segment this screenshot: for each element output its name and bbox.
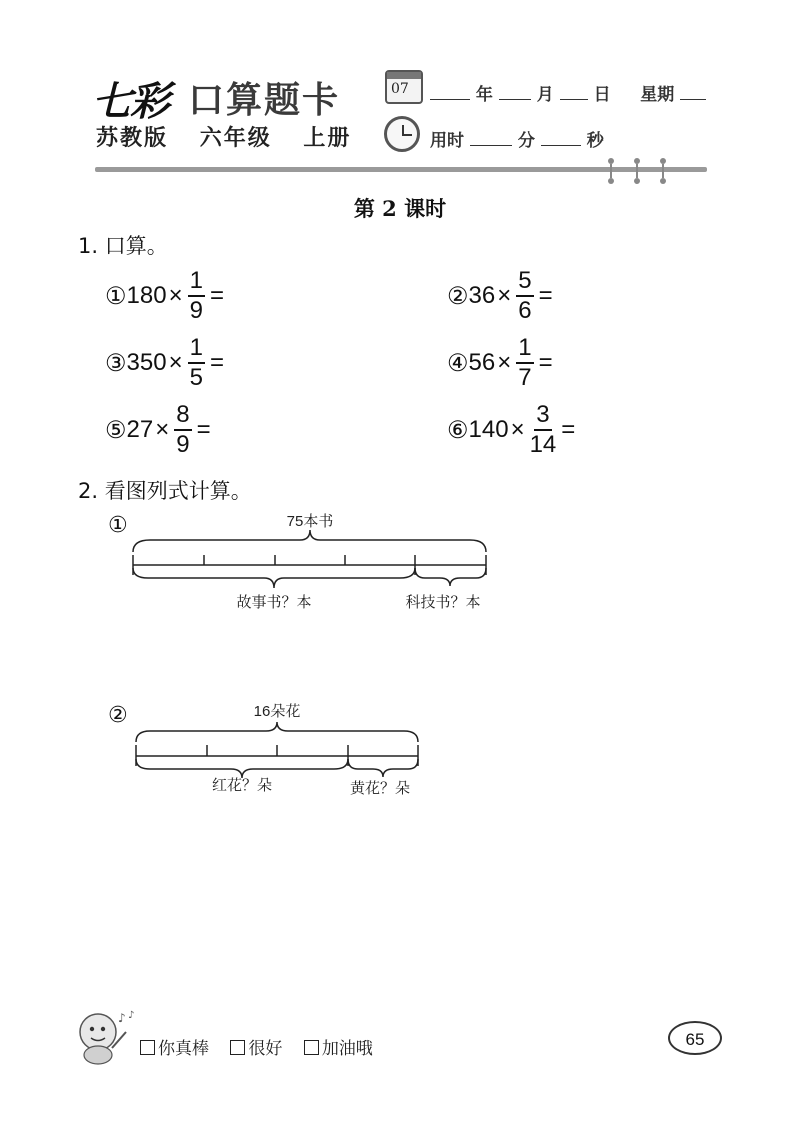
section1-heading: 1. 口算。: [78, 234, 168, 258]
fraction-denominator: 14: [529, 431, 557, 458]
edition: 苏教版: [96, 126, 169, 151]
equals-sign: =: [538, 349, 553, 376]
fraction-denominator: 7: [518, 364, 532, 391]
problem-whole: 36: [468, 282, 496, 309]
time-seconds-label: 秒: [586, 131, 604, 151]
equals-sign: =: [196, 416, 211, 443]
diagram1-part1-brace: [133, 568, 415, 588]
date-weekday-label: 星期: [640, 85, 675, 105]
calendar-number: 07: [391, 81, 409, 97]
equals-sign: =: [538, 282, 553, 309]
date-year-label: 年: [475, 85, 493, 105]
fraction-denominator: 5: [189, 364, 203, 391]
diagram2-total-brace: [136, 722, 418, 742]
section2-heading: 2. 看图列式计算。: [78, 479, 252, 503]
page-number: 65: [668, 1021, 722, 1055]
fraction-numerator: 1: [188, 336, 205, 364]
fraction-numerator: 8: [174, 403, 191, 431]
multiply-sign: ×: [510, 416, 525, 443]
multiply-sign: ×: [497, 349, 512, 376]
option-great[interactable]: 你真棒: [140, 1039, 209, 1059]
fraction-denominator: 9: [176, 431, 190, 458]
diagram2-part1-brace: [136, 759, 348, 778]
diagram2-total-label: 16朵花: [253, 703, 301, 720]
problem-index: ⑤: [105, 416, 127, 444]
problem-index: ①: [105, 282, 127, 310]
fraction-numerator: 1: [188, 269, 205, 297]
diagram2-part2-label: 黄花？朵: [349, 780, 411, 797]
fraction-denominator: 6: [518, 297, 532, 324]
brand-title: 口算题卡: [188, 80, 341, 121]
equals-sign: =: [561, 416, 576, 443]
svg-text:♪: ♪: [128, 1010, 135, 1021]
diagram1-total-brace: [133, 530, 486, 552]
option-good[interactable]: 很好: [230, 1039, 282, 1059]
multiply-sign: ×: [168, 282, 183, 309]
problem-index: ④: [447, 349, 469, 377]
checkbox[interactable]: [304, 1040, 319, 1055]
problem-whole: 350: [126, 349, 167, 376]
fraction-denominator: 9: [189, 297, 203, 324]
self-evaluation: [140, 1034, 389, 1059]
diagram1-total-label: 75本书: [286, 513, 334, 530]
volume: 上册: [303, 126, 352, 151]
diagram2-part1-label: 红花？朵: [211, 777, 273, 794]
multiply-sign: ×: [497, 282, 512, 309]
mascot-illustration: [72, 1008, 136, 1068]
time-minutes-label: 分: [517, 131, 535, 151]
fraction-numerator: 1: [516, 336, 533, 364]
fraction-numerator: 3: [534, 403, 551, 431]
multiply-sign: ×: [168, 349, 183, 376]
equals-sign: =: [209, 282, 224, 309]
problem-index: ③: [105, 349, 127, 377]
grade: 六年级: [199, 126, 272, 151]
problem-whole: 27: [126, 416, 154, 443]
diagram1-part1-label: 故事书？本: [236, 594, 312, 611]
checkbox[interactable]: [140, 1040, 155, 1055]
diagram2-index: ②: [108, 703, 128, 728]
checkbox[interactable]: [230, 1040, 245, 1055]
problem-whole: 180: [126, 282, 167, 309]
lesson-title: 第 2 课时: [353, 196, 447, 221]
brand-qicai: 七彩: [92, 78, 168, 125]
diagram1-index: ①: [108, 513, 128, 538]
problem-index: ②: [447, 282, 469, 310]
svg-text:♪: ♪: [118, 1011, 126, 1025]
diagram2-part2-brace: [348, 759, 418, 777]
diagram1-part2-label: 科技书？本: [405, 594, 481, 611]
multiply-sign: ×: [155, 416, 170, 443]
date-month-label: 月: [536, 85, 554, 105]
diagram1-part2-brace: [415, 568, 486, 586]
fraction-numerator: 5: [516, 269, 533, 297]
time-label: 用时: [430, 131, 464, 151]
equals-sign: =: [209, 349, 224, 376]
problem-whole: 56: [468, 349, 496, 376]
option-keep-trying[interactable]: 加油哦: [304, 1039, 373, 1059]
problem-whole: 140: [468, 416, 509, 443]
date-day-label: 日: [593, 85, 611, 105]
problem-index: ⑥: [447, 416, 469, 444]
